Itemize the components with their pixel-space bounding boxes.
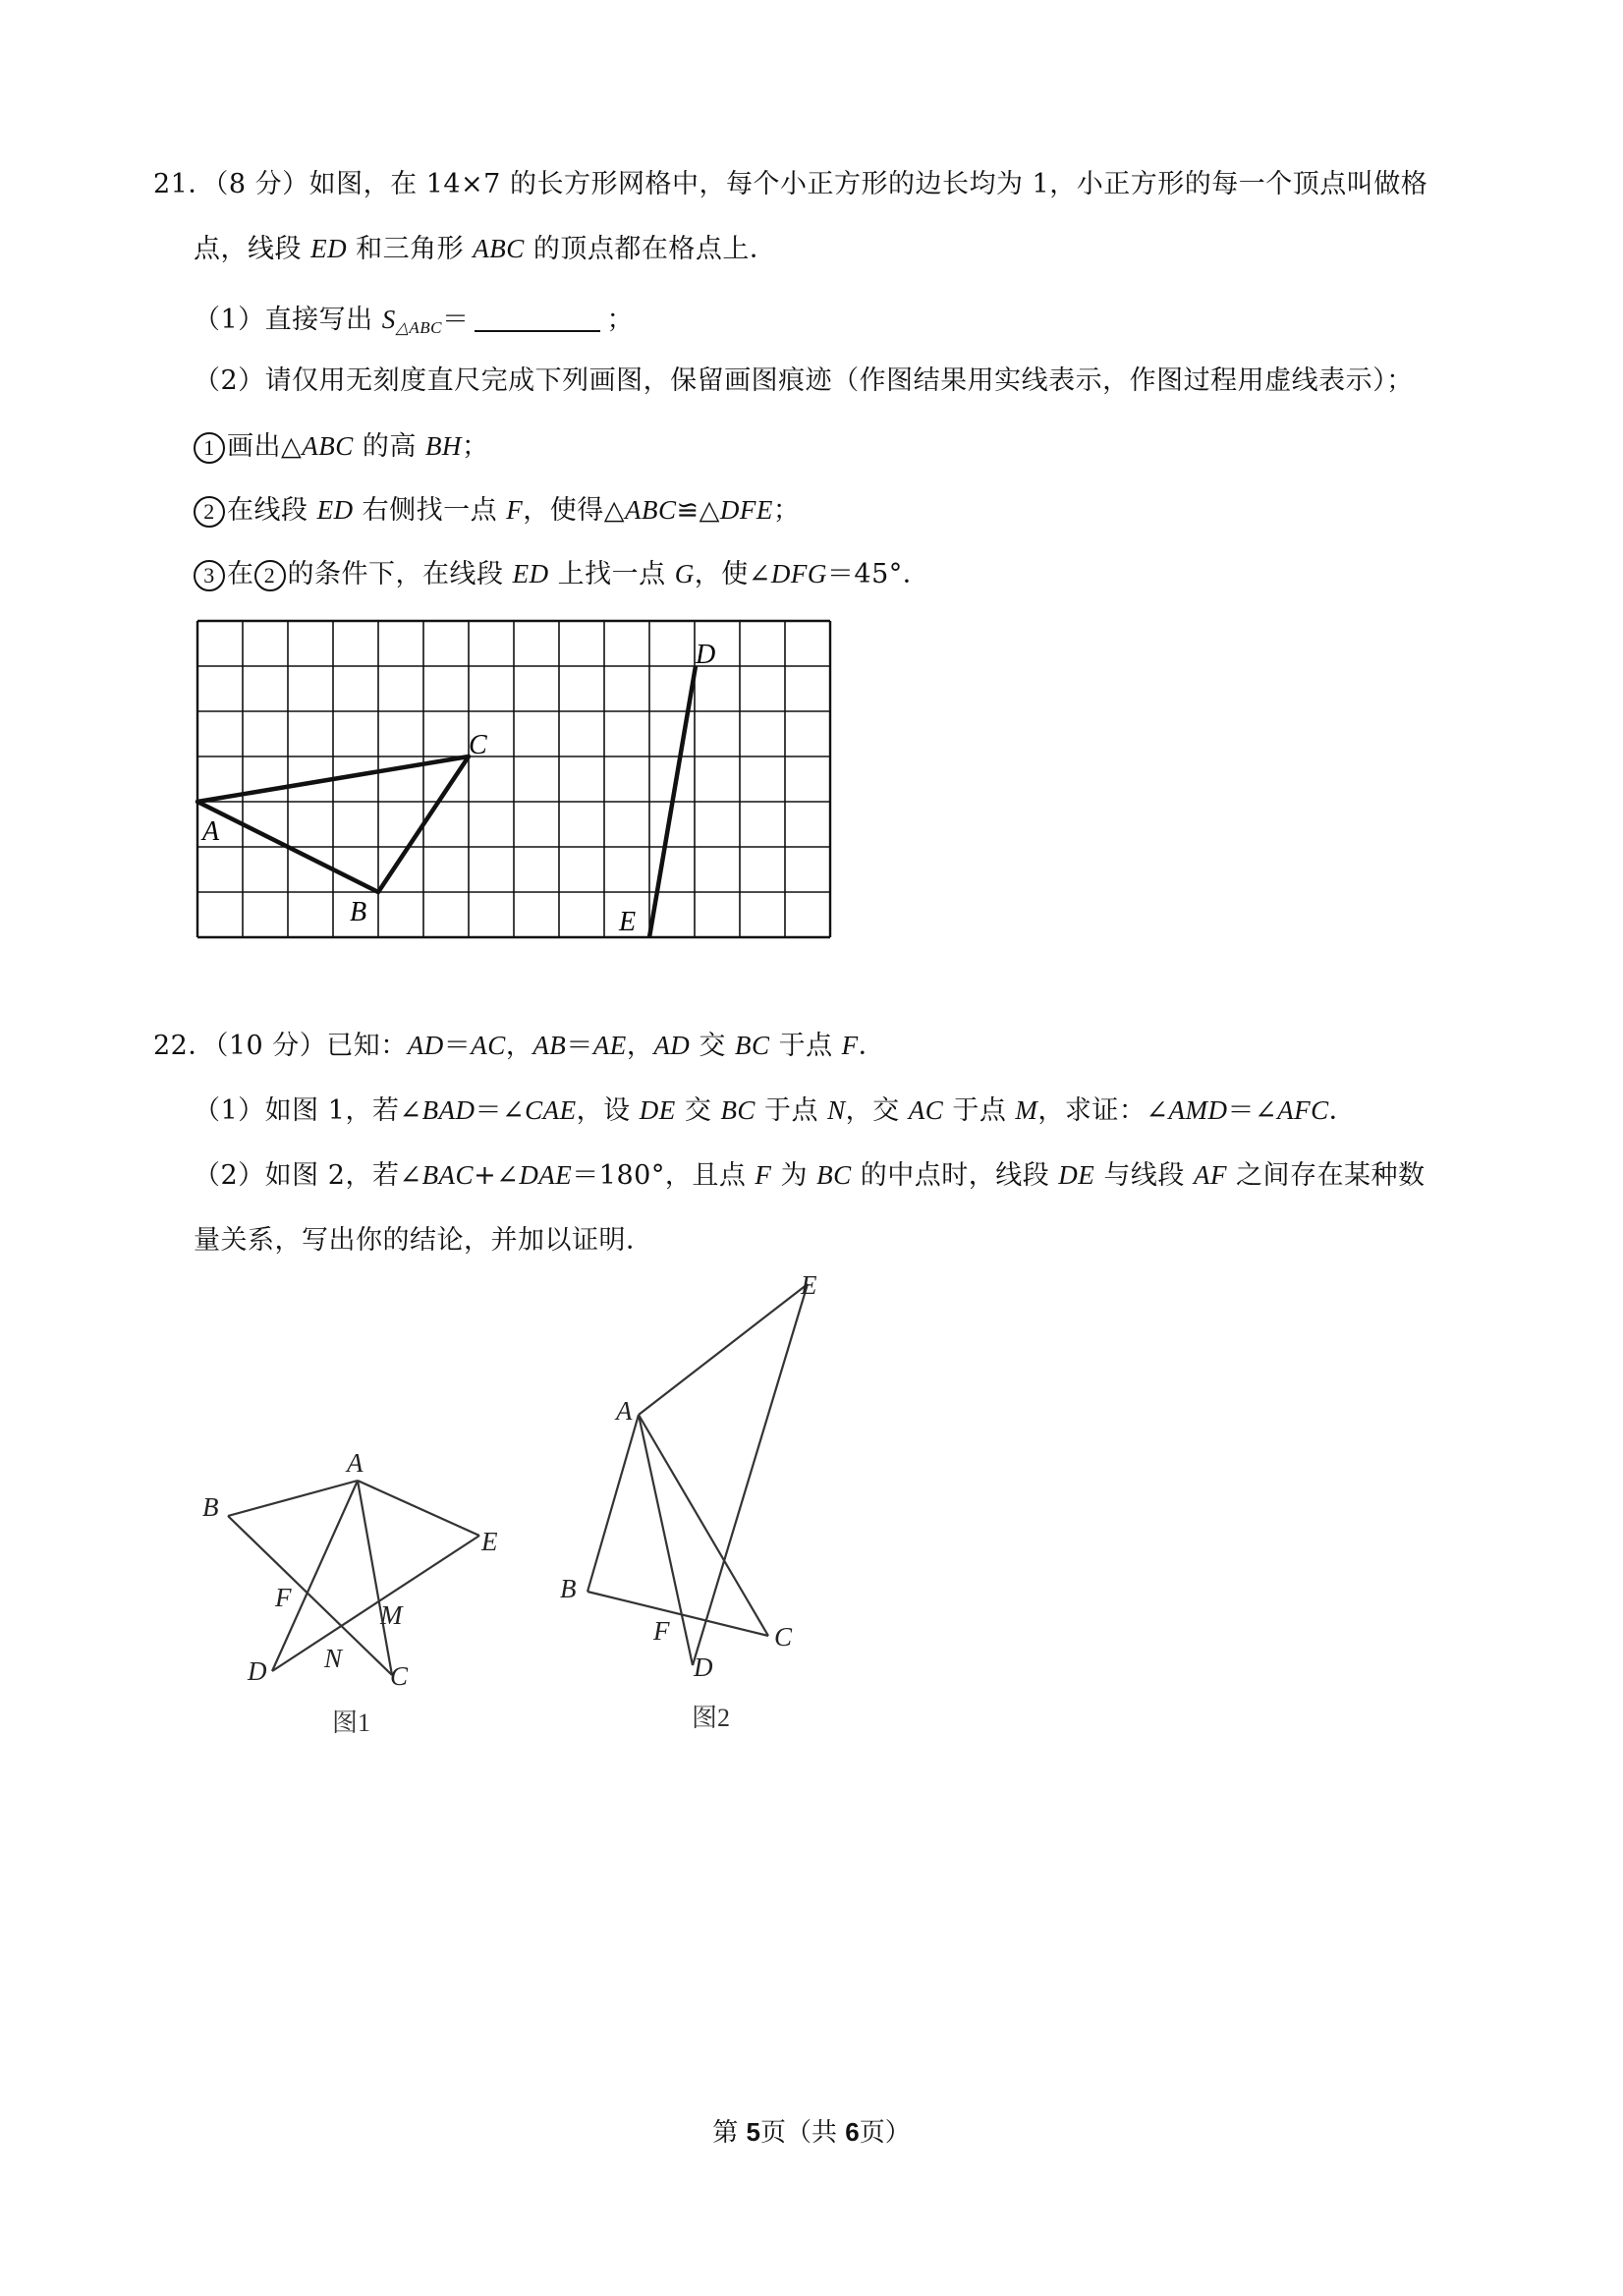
figure-1	[187, 1434, 540, 1749]
circled-number-1: 1	[194, 432, 225, 464]
fig1-label-b: B	[202, 1492, 219, 1522]
q21-step2: 2 在线段 ED 右侧找一点 F，使得△ABC≌△DFE；	[194, 492, 800, 529]
q22-part1: （1）如图 1，若∠BAD＝∠CAE，设 DE 交 BC 于点 N，交 AC 于点 M，求证：∠AMD＝∠AFC．	[194, 1095, 1357, 1126]
fig2-label-b: B	[560, 1574, 577, 1603]
page-footer: 第 5页（共 6页）	[712, 2117, 911, 2148]
fig1-label-e: E	[481, 1527, 498, 1556]
q22-line1: 22．（10 分）已知：AD＝AC，AB＝AE，AD 交 BC 于点 F．	[153, 1031, 886, 1061]
fig2-label-d: D	[694, 1652, 713, 1682]
fig1-label-f: F	[275, 1583, 292, 1612]
segment-ab	[588, 1415, 639, 1592]
segment-ed	[693, 1284, 808, 1665]
segment-ac	[639, 1415, 768, 1636]
q21-line1: 21．（8 分）如图，在 14×7 的长方形网格中，每个小正方形的边长均为 1，小正方形的每一个顶点叫做格	[153, 169, 1428, 199]
label-e: E	[619, 907, 637, 937]
q21-part2: （2）请仅用无刻度直尺完成下列画图，保留画图痕迹（作图结果用实线表示，作图过程用虚线表示）；	[194, 365, 1414, 396]
label-d: D	[696, 640, 716, 670]
circled-number-2: 2	[194, 496, 225, 528]
circled-number-3: 3	[194, 560, 225, 591]
fig2-label-e: E	[801, 1270, 817, 1300]
fig1-label-d: D	[248, 1656, 267, 1686]
q21-step3: 3 在 2 的条件下，在线段 ED 上找一点 G，使∠DFG＝45°．	[194, 556, 929, 592]
q22-part2-cont: 量关系，写出你的结论，并加以证明．	[194, 1225, 653, 1256]
label-c: C	[469, 730, 487, 760]
segment-ba	[228, 1481, 358, 1516]
q21-part1: （1）直接写出 $S_{\triangle ABC}=$ ；	[194, 305, 634, 337]
answer-blank	[475, 305, 600, 332]
fig2-label-a: A	[616, 1396, 633, 1426]
q21-step1: 1 画出△ABC 的高 BH；	[194, 428, 488, 465]
fig1-label-a: A	[347, 1448, 364, 1478]
q22-part2: （2）如图 2，若∠BAC+∠DAE＝180°，且点 F 为 BC 的中点时，线段 DE 与线段 AF 之间存在某种数	[194, 1160, 1426, 1191]
fig1-label-m: M	[380, 1600, 403, 1630]
fig1-caption: 图1	[332, 1708, 371, 1737]
fig2-label-c: C	[774, 1622, 793, 1652]
fig1-label-n: N	[324, 1644, 343, 1673]
fig2-caption: 图2	[692, 1704, 731, 1732]
label-a: A	[202, 816, 220, 847]
segment-ae	[639, 1284, 808, 1415]
segment-ae	[358, 1481, 479, 1536]
circled-number-2-ref: 2	[254, 560, 286, 591]
fig1-label-c: C	[390, 1661, 409, 1691]
grid-figure	[187, 609, 855, 953]
label-b: B	[350, 897, 367, 927]
q21-line2: 点，线段 ED 和三角形 ABC 的顶点都在格点上．	[194, 234, 777, 264]
fig2-label-f: F	[653, 1616, 670, 1646]
grid-lines	[197, 621, 830, 937]
figure-2	[550, 1267, 845, 1749]
